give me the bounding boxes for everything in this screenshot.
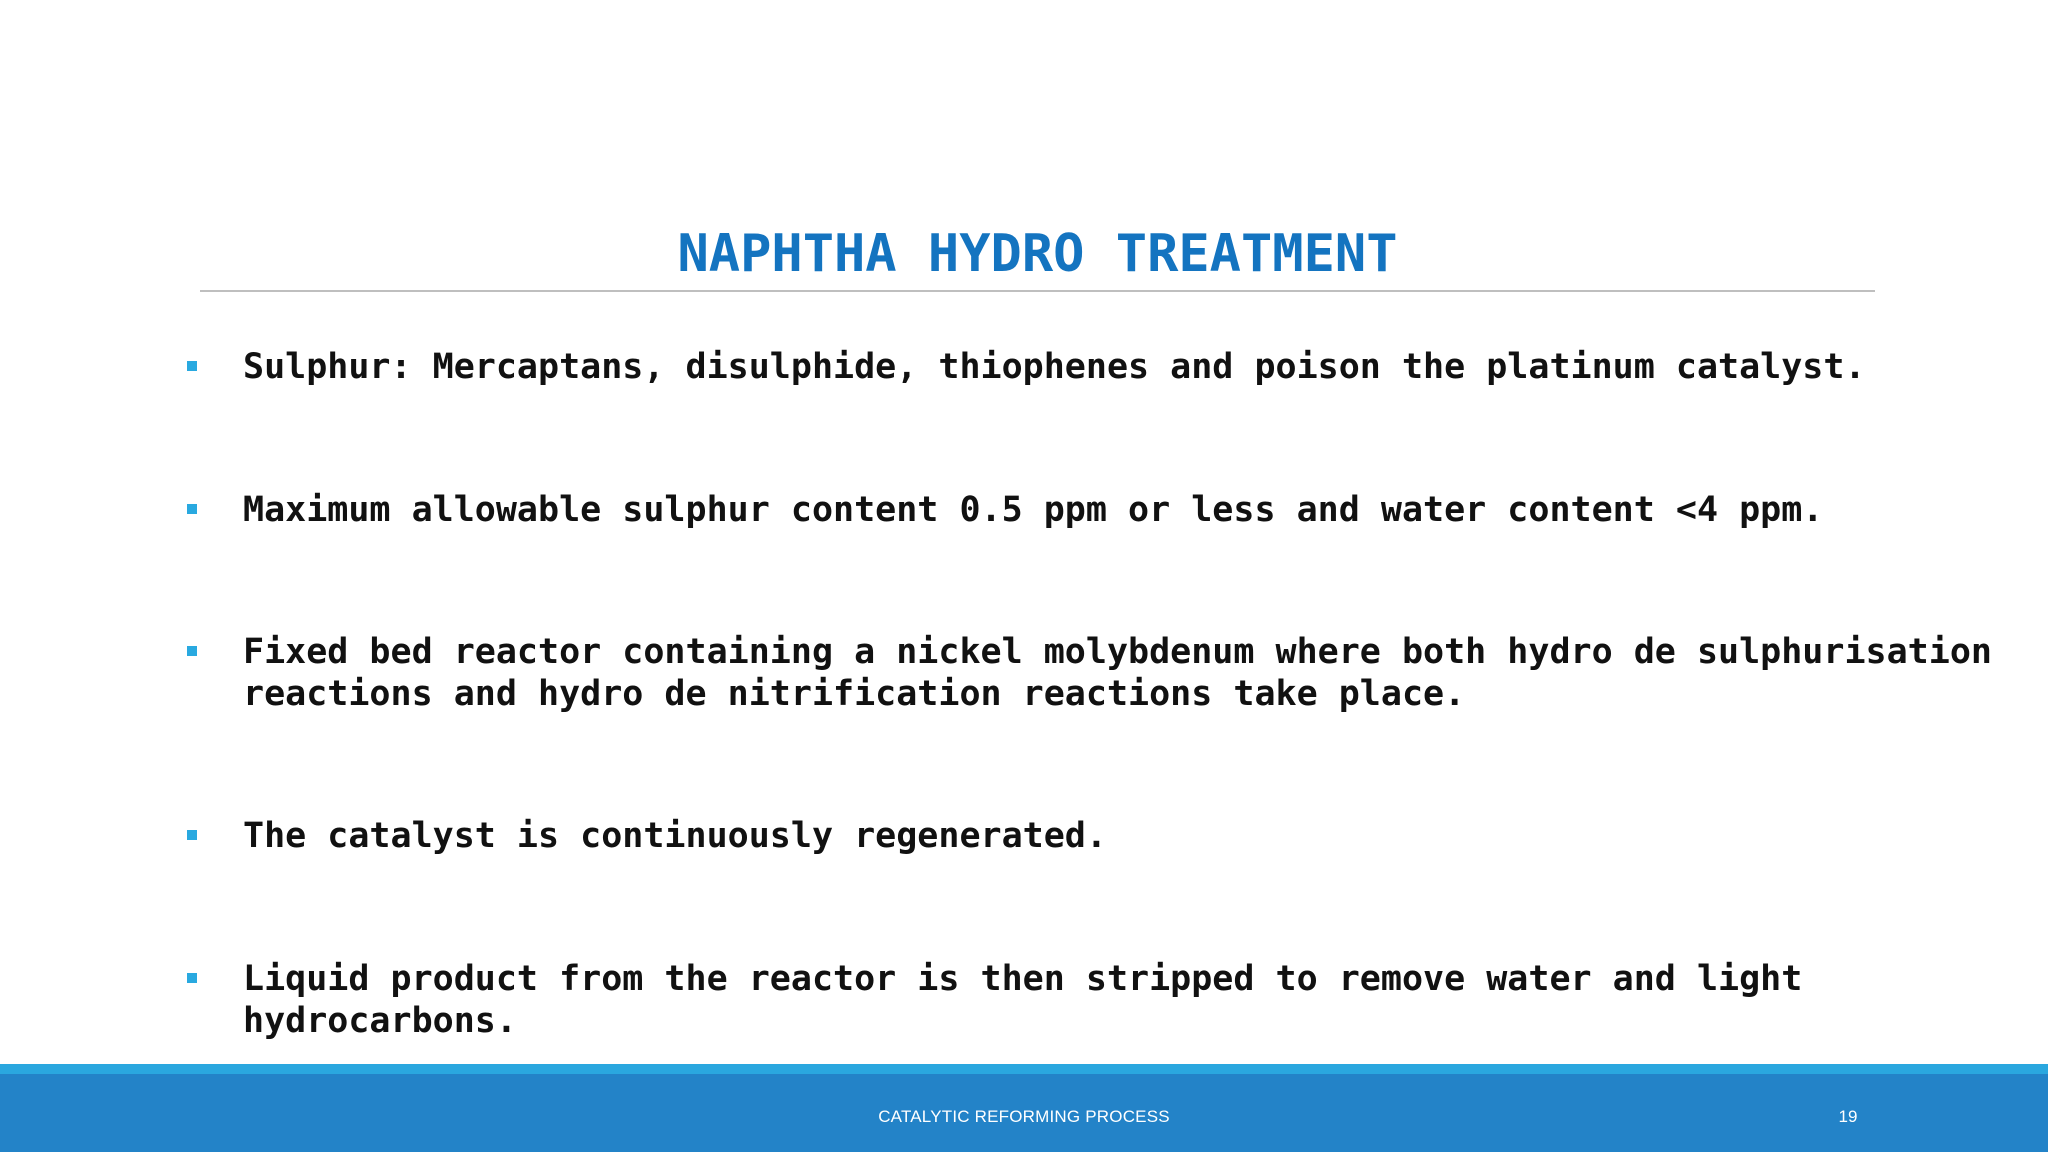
footer-title: CATALYTIC REFORMING PROCESS bbox=[878, 1107, 1170, 1126]
bullet-text: Fixed bed reactor containing a nickel molybdenum where both hydro de sulphurisation reactions and hydro de nitrification reactions take place. bbox=[243, 632, 1992, 714]
square-bullet-icon bbox=[187, 361, 197, 371]
slide-title: NAPHTHA HYDRO TREATMENT bbox=[677, 224, 1398, 284]
square-bullet-icon bbox=[187, 973, 197, 983]
bullet-text: The catalyst is continuously regenerated. bbox=[243, 816, 1107, 856]
footer-accent-strip bbox=[0, 1064, 2048, 1074]
square-bullet-icon bbox=[187, 830, 197, 840]
square-bullet-icon bbox=[187, 646, 197, 656]
title-divider bbox=[200, 290, 1875, 292]
page-number: 19 bbox=[1838, 1107, 1858, 1126]
bullet-text: Maximum allowable sulphur content 0.5 ppm or less and water content <4 ppm. bbox=[243, 490, 1824, 530]
square-bullet-icon bbox=[187, 504, 197, 514]
bullet-text: Liquid product from the reactor is then stripped to remove water and light hydrocarbons. bbox=[243, 959, 1803, 1041]
bullet-text: Sulphur: Mercaptans, disulphide, thiophenes and poison the platinum catalyst. bbox=[243, 347, 1866, 387]
